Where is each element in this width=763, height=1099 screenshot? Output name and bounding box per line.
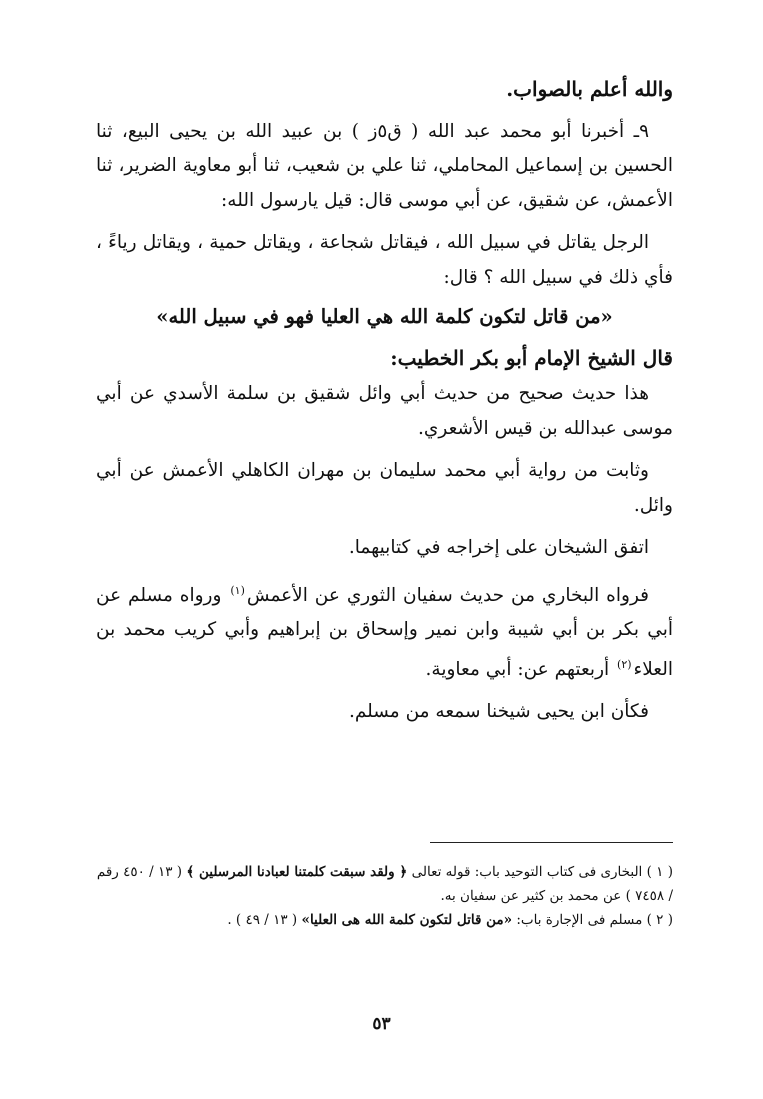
footnote-1-text-b: ( ١٣ / ٤٥٠ رقم / ٧٤٥٨ ) عن محمد بن كثير عن سفيان به. xyxy=(96,864,673,904)
bukhari-text-2: ورواه مسلم عن أبي بكر بن أبي شيبة وابن نمير وإسحاق بن إبراهيم وأبي كريب محمد بن العلاء xyxy=(96,584,673,680)
bukhari-text-1: فرواه البخاري من حديث سفيان الثوري عن الأعمش xyxy=(246,584,649,606)
page-number: ٥٣ xyxy=(372,1014,391,1034)
footnote-1-text-a: البخارى فى كتاب التوحيد باب: قوله تعالى xyxy=(407,864,647,880)
footnote-1-number: ( ١ ) xyxy=(646,864,673,880)
hadith-answer-quote: «من قاتل لتكون كلمة الله هي العليا فهو في سبيل الله» xyxy=(156,305,613,328)
footnote-divider xyxy=(430,842,673,843)
footnote-marker-1: (١) xyxy=(230,583,245,597)
hadith-question-paragraph: الرجل يقاتل في سبيل الله ، فيقاتل شجاعة ، ويقاتل حمية ، ويقاتل رياءً ، فأي ذلك في سبيل الله ؟ قال: xyxy=(96,232,673,288)
hadith-chain-paragraph: ٩ـ أخبرنا أبو محمد عبد الله ( ق٥ز ) بن عبيد الله بن يحيى البيع، ثنا الحسين بن إسماعيل المحاملي، ثنا علي بن شعيب، ثنا أبو معاوية الضرير، ثنا الأعمش، عن شقيق، عن أبي موسى قال: قيل يارسول الله: xyxy=(96,120,673,211)
footnote-1 xyxy=(96,860,673,908)
footnote-2-text-a: مسلم فى الإجارة باب: xyxy=(512,912,647,928)
footnote-1-quote: ﴿ ولقد سبقت كلمتنا لعبادنا المرسلين ﴾ xyxy=(186,864,408,880)
bukhari-muslim-paragraph xyxy=(96,574,673,688)
thabit-paragraph: وثابت من رواية أبي محمد سليمان بن مهران الكاهلي الأعمش عن أبي وائل. xyxy=(96,460,673,516)
footnote-marker-2: (٢) xyxy=(617,657,632,671)
footnote-2 xyxy=(96,908,673,932)
footnote-2-number: ( ٢ ) xyxy=(646,912,673,928)
footnotes xyxy=(96,860,673,932)
final-paragraph: فكأن ابن يحيى شيخنا سمعه من مسلم. xyxy=(348,701,649,722)
footnote-2-quote: «من قاتل لتكون كلمة الله هى العليا» xyxy=(301,912,513,928)
bukhari-text-3: أربعتهم عن: أبي معاوية. xyxy=(425,658,616,680)
sahih-paragraph: هذا حديث صحيح من حديث أبي وائل شقيق بن سلمة الأسدي عن أبي موسى عبدالله بن قيس الأشعري. xyxy=(96,383,673,439)
agreed-paragraph: اتفق الشيخان على إخراجه في كتابيهما. xyxy=(348,537,649,558)
opening-line: والله أعلم بالصواب. xyxy=(506,77,673,101)
main-text xyxy=(96,72,673,730)
sheikh-heading: قال الشيخ الإمام أبو بكر الخطيب: xyxy=(390,346,673,370)
footnote-2-text-b: ( ١٣ / ٤٩ ) . xyxy=(227,912,302,928)
